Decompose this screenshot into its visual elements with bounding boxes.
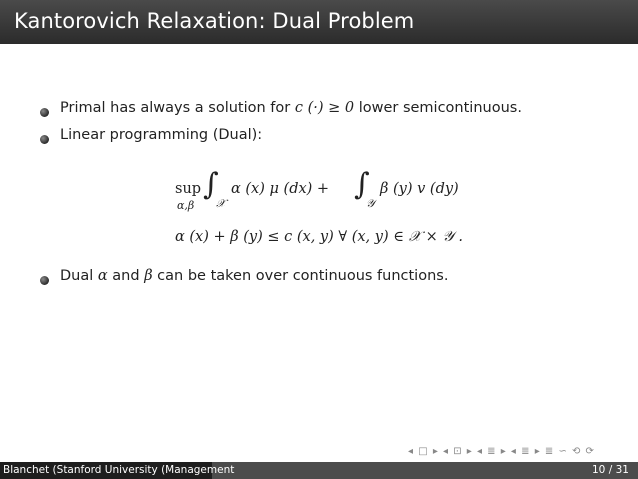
bullet-text: Dual <box>60 268 98 284</box>
slide-title: Kantorovich Relaxation: Dual Problem <box>14 9 415 33</box>
cost-condition: c (·) ≥ 0 <box>294 100 355 116</box>
footer-page-number: 10 / 31 <box>592 464 629 476</box>
bullet-text: can be taken over continuous functions. <box>152 268 449 284</box>
footer-page-bar <box>212 462 638 479</box>
alpha-symbol: α <box>97 268 108 284</box>
bullet-text: and <box>107 268 145 284</box>
dual-constraint: α (x) + β (y) ≤ c (x, y) ∀ (x, y) ∈ 𝒳 × 𝒴 . <box>175 229 464 245</box>
integral-domain-y: 𝒴 <box>366 197 375 210</box>
title-bar <box>0 0 638 44</box>
integral-sign: ∫ <box>354 167 370 202</box>
integral-domain-x: 𝒳 <box>216 197 226 210</box>
footer-author: Blanchet (Stanford University (Management <box>3 464 235 476</box>
sup-operator: sup <box>175 181 202 197</box>
bullet-text: Primal has always a solution for <box>60 100 295 116</box>
integral-sign: ∫ <box>203 167 219 202</box>
objective-term-1: α (x) μ (dx) + <box>231 181 330 197</box>
bullet-linear-programming: Linear programming (Dual): <box>60 127 263 143</box>
bullet-continuous-functions <box>60 268 448 284</box>
beta-symbol: β <box>144 268 153 284</box>
objective-term-2: β (y) v (dy) <box>380 181 459 197</box>
bullet-icon <box>40 276 49 285</box>
beamer-navigation-icons[interactable]: ◂ □ ▸ ◂ ⊡ ▸ ◂ ≣ ▸ ◂ ≣ ▸ ≣ ∽ ⟲ ⟳ <box>408 446 595 457</box>
bullet-primal-solution <box>60 100 522 116</box>
bullet-icon <box>40 135 49 144</box>
bullet-icon <box>40 108 49 117</box>
bullet-text: lower semicontinuous. <box>354 100 522 116</box>
sup-subscript: α,β <box>177 199 195 212</box>
